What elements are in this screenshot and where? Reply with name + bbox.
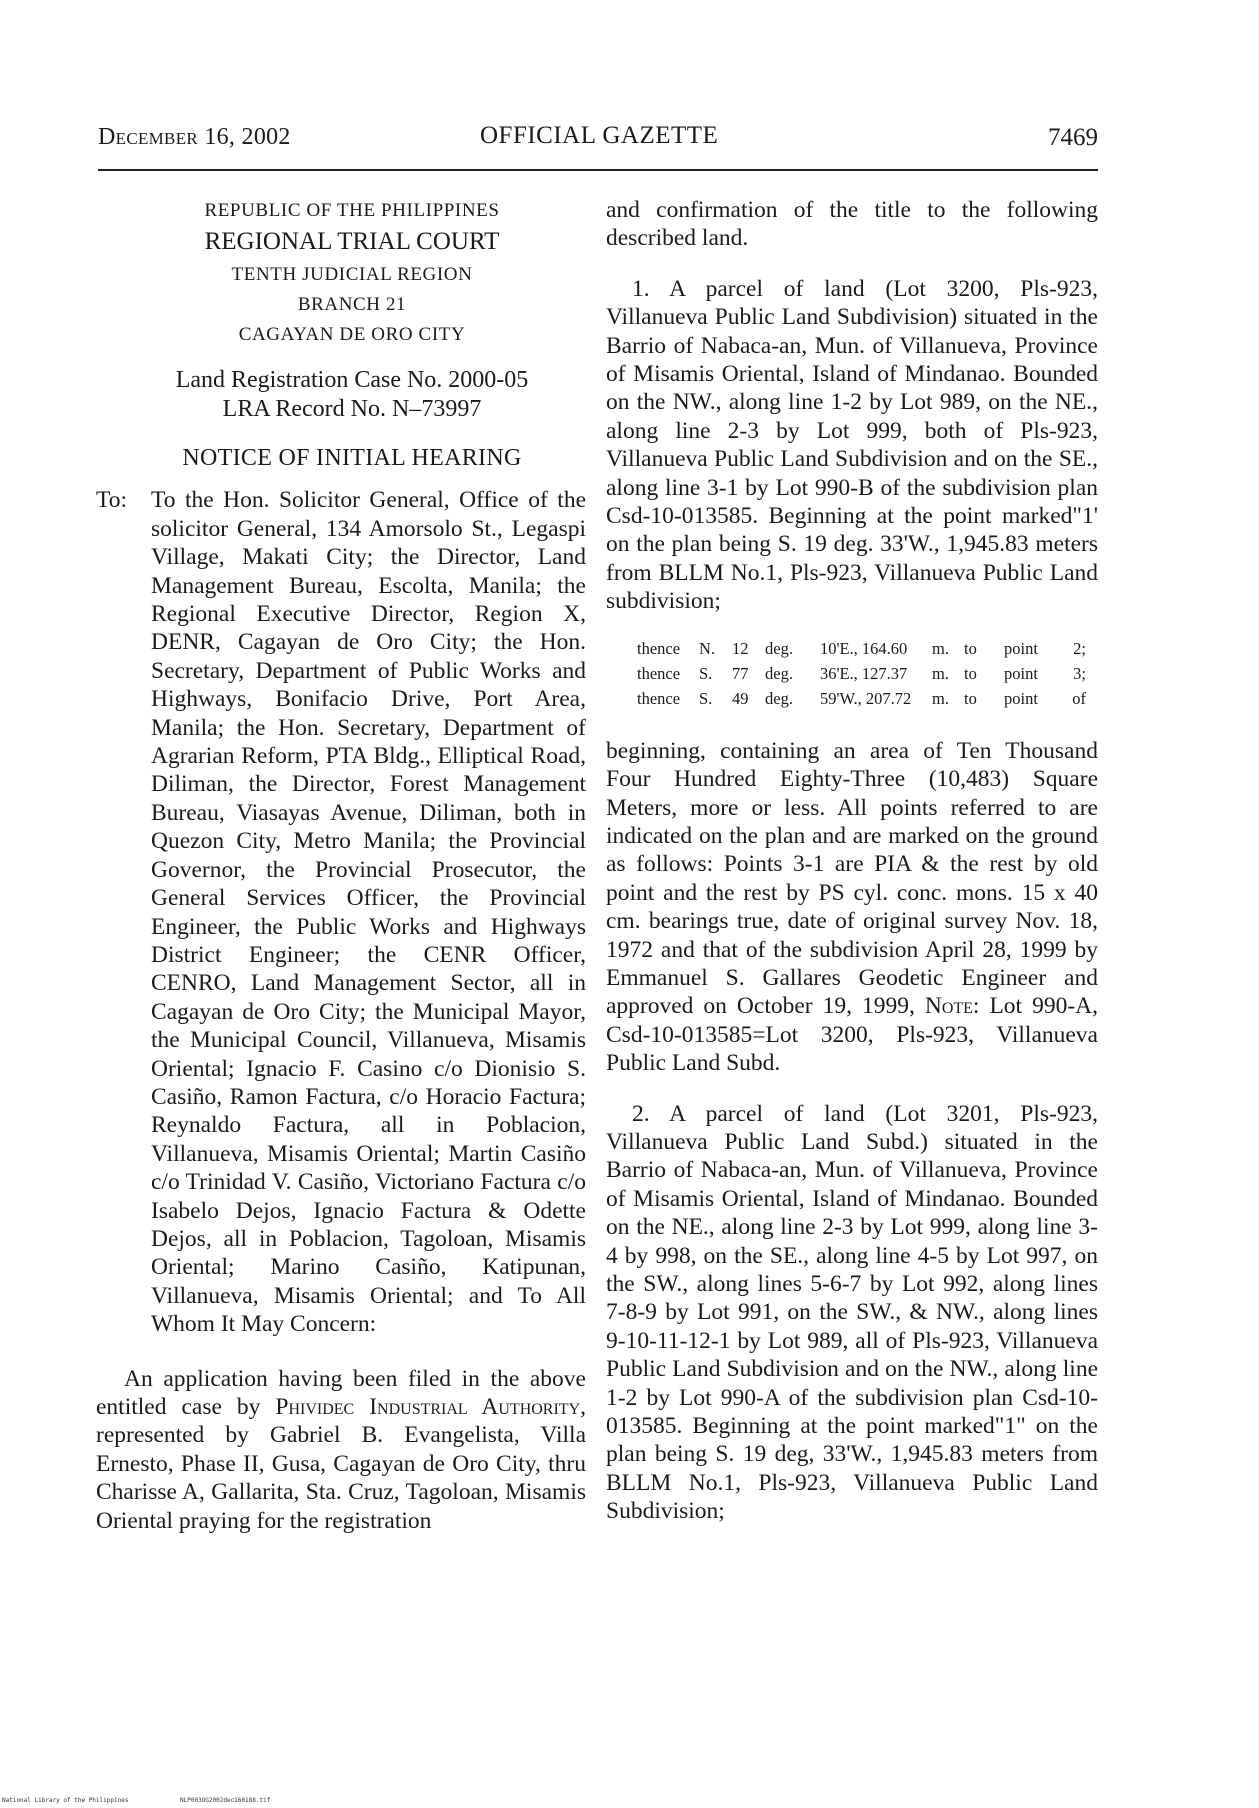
- bearing-cell: 12: [732, 638, 749, 658]
- bearing-cell: N.: [699, 638, 716, 658]
- confirmation-paragraph: and confirmation of the title to the following described land.: [606, 197, 1098, 252]
- bearing-cell: to: [964, 688, 977, 708]
- left-column: [96, 196, 586, 1559]
- applicant-name: Phividec Industrial Authority: [275, 1394, 581, 1420]
- scan-filename: NLP003OG2002dec160188.tif: [180, 1797, 271, 1804]
- bearing-cell: thence: [637, 688, 681, 708]
- application-paragraph: [96, 1365, 586, 1535]
- bearing-cell: 36'E., 127.37: [820, 663, 908, 683]
- header-rule: [98, 169, 1098, 171]
- application-text-start: An application having been filed in the above entitled case by: [96, 1365, 586, 1420]
- bearing-cell: deg.: [765, 638, 793, 658]
- page-number: 7469: [1048, 124, 1098, 151]
- bearing-cell: 49: [732, 688, 749, 708]
- bearing-row: [637, 636, 1098, 661]
- case-number: Land Registration Case No. 2000-05: [175, 367, 529, 393]
- issue-date: December 16, 2002: [98, 124, 291, 150]
- parcel-1-continuation: [606, 737, 1098, 1078]
- bearing-cell: 3;: [1073, 663, 1086, 683]
- bearing-cell: thence: [637, 663, 681, 683]
- bearing-row: [637, 686, 1098, 711]
- republic-line: REPUBLIC OF THE PHILIPPINES: [204, 200, 500, 221]
- bearing-cell: S.: [699, 663, 713, 683]
- lra-record-number: LRA Record No. N–73997: [222, 396, 482, 422]
- court-branch: BRANCH 21: [297, 294, 407, 315]
- parcel-1-note-text: : Lot 990-A, Csd-10-013585=Lot 3200, Pls-923, Villanueva Public Land Subd.: [606, 993, 1098, 1077]
- bearing-cell: deg.: [765, 663, 793, 683]
- bearing-cell: m.: [932, 688, 949, 708]
- parcel-1-description: 1. A parcel of land (Lot 3200, Pls-923, Villanueva Public Land Subdivision) situated in the Barrio of Nabaca-an, Mun. of Villanueva, Province of Misamis Oriental, Island of Mindanao. Bounded on the NW., along line 1-2 by Lot 989, on the NE., along line 2-3 by Lot 999, both of Pls-923, Villanueva Public Land Subdivision and on the SE., along line 3-1 by Lot 990-B of the subdivision plan Csd-10-013585. Beginning at the point marked"1' on the plan being S. 19 deg. 33'W., 1,945.83 meters from BLLM No.1, Pls-923, Villanueva Public Land subdivision;: [606, 275, 1098, 615]
- bearing-cell: to: [964, 663, 977, 683]
- bearing-cell: point: [1004, 663, 1038, 683]
- bearing-cell: of: [1072, 688, 1086, 708]
- scan-footer: [2, 1797, 271, 1804]
- court-name: REGIONAL TRIAL COURT: [204, 228, 500, 255]
- case-references: [96, 366, 586, 424]
- note-label: Note: [924, 993, 973, 1020]
- bearing-cell: point: [1004, 638, 1038, 658]
- court-city: CAGAYAN DE ORO CITY: [238, 324, 466, 345]
- bearing-cell: S.: [699, 688, 713, 708]
- library-credit: National Library of the Philippines: [2, 1797, 129, 1804]
- page-header: [98, 124, 1098, 160]
- notice-title: NOTICE OF INITIAL HEARING: [182, 445, 522, 471]
- bearing-cell: deg.: [765, 688, 793, 708]
- judicial-region: TENTH JUDICIAL REGION: [231, 264, 473, 285]
- bearing-cell: 10'E., 164.60: [820, 638, 908, 658]
- bearing-cell: 59'W., 207.72: [820, 688, 912, 708]
- addressees-block: [96, 486, 586, 1338]
- to-label: To:: [96, 487, 127, 514]
- publication-title: OFFICIAL GAZETTE: [480, 122, 719, 149]
- parcel-1-area-text: beginning, containing an area of Ten Thousand Four Hundred Eighty-Three (10,483) Square Meters, more or less. All points referred to are indicated on the plan and are marked on the ground as follows: Points 3-1 are PIA & the rest by old point and the rest by PS cyl. conc. mons. 15 x 40 cm. bearings true, date of original survey Nov. 18, 1972 and that of the subdivision April 28, 1999 by Emmanuel S. Gallares Geodetic Engineer and approved on October 19, 1999,: [606, 737, 1098, 1020]
- parcel-2-description: 2. A parcel of land (Lot 3201, Pls-923, Villanueva Public Land Subd.) situated in the Barrio of Nabaca-an, Mun. of Villanueva, Province of Misamis Oriental, Island of Mindanao. Bounded on the NE., along line 2-3 by Lot 999, along line 3-4 by 998, on the SE., along line 4-5 by Lot 997, on the SW., along lines 5-6-7 by Lot 992, along lines 7-8-9 by Lot 991, on the SW., & NW., along lines 9-10-11-12-1 by Lot 989, all of Pls-923, Villanueva Public Land Subdivision and on the NW., along line 1-2 by Lot 990-A of the subdivision plan Csd-10-013585. Beginning at the point marked"1" on the plan being S. 19 deg, 33'W., 1,945.83 meters from BLLM No.1, Pls-923, Villanueva Public Land Subdivision;: [606, 1100, 1098, 1525]
- right-column: [606, 196, 1098, 1526]
- bearing-cell: to: [964, 638, 977, 658]
- bearing-row: [637, 661, 1098, 686]
- bearing-cell: point: [1004, 688, 1038, 708]
- court-heading: [96, 196, 586, 350]
- bearing-cell: m.: [932, 663, 949, 683]
- bearing-cell: thence: [637, 638, 681, 658]
- application-text-end: , represented by Gabriel B. Evangelista, Villa Ernesto, Phase II, Gusa, Cagayan de Oro City, thru Charisse A, Gallarita, Sta. Cruz, Tagoloan, Misamis Oriental praying for the registration: [96, 1394, 587, 1534]
- bearing-cell: 2;: [1073, 638, 1086, 658]
- addressees-text: To the Hon. Solicitor General, Office of the solicitor General, 134 Amorsolo St., Legaspi Village, Makati City; the Director, Land Management Bureau, Escolta, Manila; the Regional Executive Director, Region X, DENR, Cagayan de Oro City; the Hon. Secretary, Department of Public Works and Highways, Bonifacio Drive, Port Area, Manila; the Hon. Secretary, Department of Agrarian Reform, PTA Bldg., Elliptical Road, Diliman, the Director, Forest Management Bureau, Viasayas Avenue, Diliman, both in Quezon City, Metro Manila; the Provincial Governor, the Provincial Prosecutor, the General Services Officer, the Provincial Engineer, the Public Works and Highways District Engineer; the CENR Officer, CENRO, Land Management Sector, all in Cagayan de Oro City; the Municipal Mayor, the Municipal Council, Villanueva, Misamis Oriental; Ignacio F. Casino c/o Dionisio S. Casiño, Ramon Factura, c/o Horacio Factura; Reynaldo Factura, all in Poblacion, Villanueva, Misamis Oriental; Martin Casiño c/o Trinidad V. Casiño, Victoriano Factura c/o Isabelo Dejos, Ignacio Factura & Odette Dejos, all in Poblacion, Tagoloan, Misamis Oriental; Marino Casiño, Katipunan, Villanueva, Misamis Oriental; and To All Whom It May Concern:: [151, 487, 586, 1338]
- bearing-cell: m.: [932, 638, 949, 658]
- bearing-cell: 77: [732, 663, 749, 683]
- bearings-table: [637, 636, 1098, 711]
